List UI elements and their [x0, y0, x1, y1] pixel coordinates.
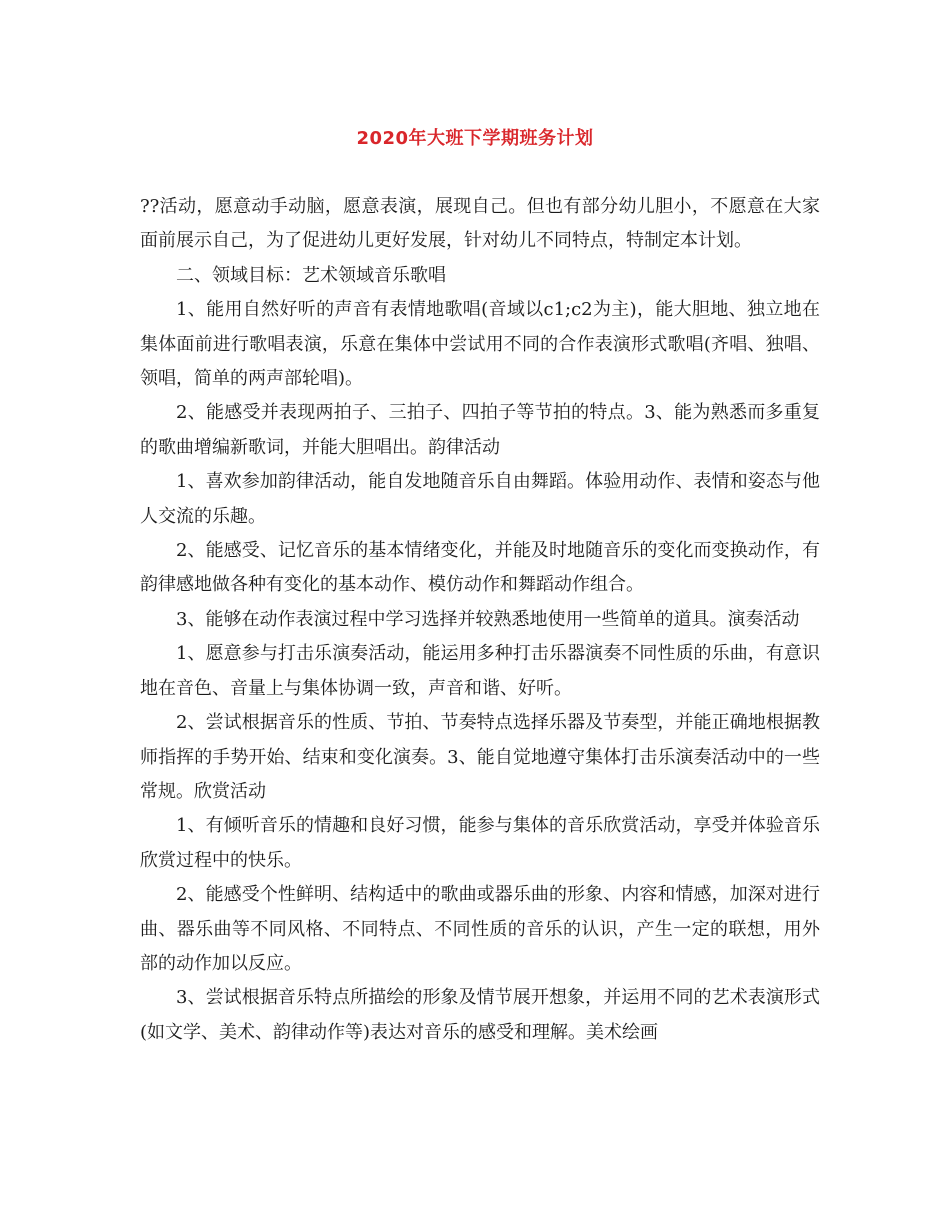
paragraph-appreciation-3: 3、尝试根据音乐特点所描绘的形象及情节展开想象，并运用不同的艺术表演形式(如文学、美术、韵律动作等)表达对音乐的感受和理解。美术绘画: [140, 987, 820, 1043]
paragraph-performance-2: 2、尝试根据音乐的性质、节拍、节奏特点选择乐器及节奏型，并能正确地根据教师指挥的手势开始、结束和变化演奏。3、能自觉地遵守集体打击乐演奏活动中的一些常规。欣赏活动: [140, 712, 820, 802]
paragraph-performance-1: 1、愿意参与打击乐演奏活动，能运用多种打击乐器演奏不同性质的乐曲，有意识地在音色、音量上与集体协调一致，声音和谐、好听。: [140, 643, 820, 699]
document-title: 2020年大班下学期班务计划: [356, 128, 594, 149]
section-heading-domain-goals: 二、领域目标：艺术领域音乐歌唱: [176, 264, 446, 286]
paragraph-singing-2: 2、能感受并表现两拍子、三拍子、四拍子等节拍的特点。3、能为熟悉而多重复的歌曲增编新歌词，并能大胆唱出。韵律活动: [140, 402, 820, 458]
paragraph-appreciation-1: 1、有倾听音乐的情趣和良好习惯，能参与集体的音乐欣赏活动，享受并体验音乐欣赏过程中的快乐。: [140, 815, 820, 871]
paragraph-singing-1: 1、能用自然好听的声音有表情地歌唱(音域以c1;c2为主)，能大胆地、独立地在集体面前进行歌唱表演，乐意在集体中尝试用不同的合作表演形式歌唱(齐唱、独唱、领唱，简单的两声部轮唱)。: [140, 299, 820, 390]
paragraph-appreciation-2: 2、能感受个性鲜明、结构适中的歌曲或器乐曲的形象、内容和情感，加深对进行曲、器乐曲等不同风格、不同特点、不同性质的音乐的认识，产生一定的联想，用外部的动作加以反应。: [140, 884, 820, 974]
document-body: [140, 190, 820, 1050]
paragraph-intro: ??活动，愿意动手动脑，愿意表演，展现自己。但也有部分幼儿胆小，不愿意在大家面前展示自己，为了促进幼儿更好发展，针对幼儿不同特点，特制定本计划。: [140, 196, 820, 252]
paragraph-rhythm-2: 2、能感受、记忆音乐的基本情绪变化，并能及时地随音乐的变化而变换动作，有韵律感地做各种有变化的基本动作、模仿动作和舞蹈动作组合。: [140, 540, 820, 596]
paragraph-rhythm-3: 3、能够在动作表演过程中学习选择并较熟悉地使用一些简单的道具。演奏活动: [176, 608, 800, 630]
paragraph-rhythm-1: 1、喜欢参加韵律活动，能自发地随音乐自由舞蹈。体验用动作、表情和姿态与他人交流的乐趣。: [140, 471, 820, 527]
